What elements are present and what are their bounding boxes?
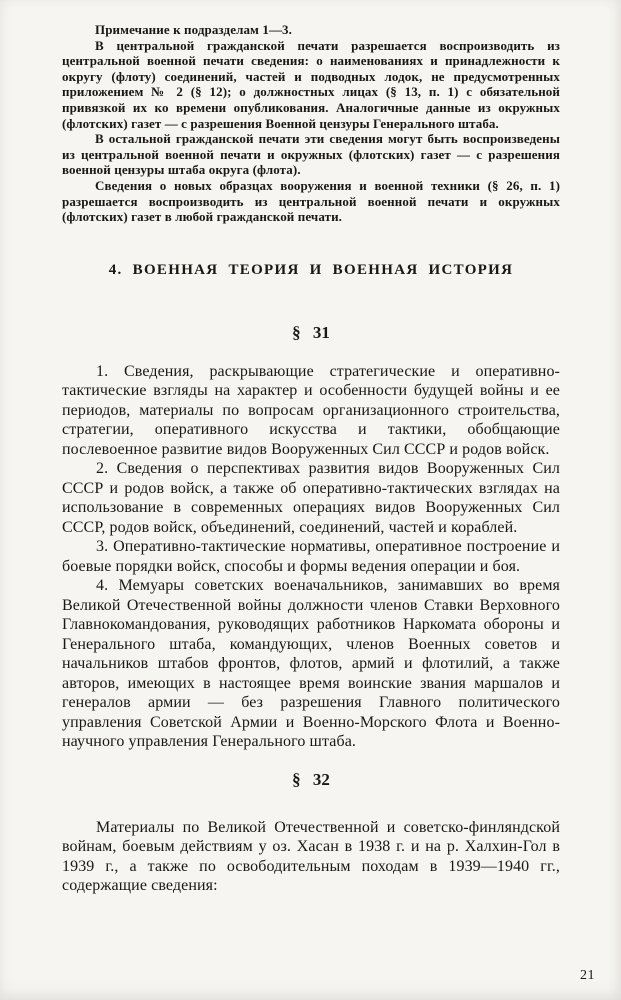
section-32-paragraph: Материалы по Великой Отечественной и советско-финляндской войнам, боевым действиям у оз. Хасан в 1938 г. и на р. Халхин-Гол в 1939 г., а также по освободительным походам в 1939—1940 гг., содержащие сведения: xyxy=(62,818,560,895)
section-31-body xyxy=(62,362,560,752)
note-paragraph: В центральной гражданской печати разрешается воспроизводить из центральной военной печати сведения: о наименованиях и принадлежности к округу (флоту) соединений, частей и подводных лодок, не предусмотренных приложением № 2 (§ 12); о должностных лицах (§ 13, п. 1) с обязательной привязкой их ко времени опубликования. Аналогичные данные из окружных (флотских) газет — с разрешения Военной цензуры Генерального штаба. xyxy=(62,37,560,131)
section-31-item: 1. Сведения, раскрывающие стратегические и оперативно-тактические взгляды на характер и особенности будущей войны и ее периодов, материалы по вопросам организационного строительства, стратегии, оперативного искусства и тактики, обобщающие послевоенное развитие видов Вооруженных Сил СССР и родов войск. xyxy=(62,362,560,458)
page-number: 21 xyxy=(580,968,595,983)
note-paragraph: Сведения о новых образцах вооружения и военной техники (§ 26, п. 1) разрешается воспроизводить из центральной военной печати и окружных (флотских) газет в любой гражданской печати. xyxy=(62,177,560,225)
section-31-item: 2. Сведения о перспективах развития видов Вооруженных Сил СССР и родов войск, а также об оперативно-тактических взглядах на использование в современных операциях видов Вооруженных Сил СССР, родов войск, объединений, соединений, частей и кораблей. xyxy=(62,460,560,536)
note-paragraph: В остальной гражданской печати эти сведения могут быть воспроизведены из центральной военной печати и окружных (флотских) газет — с разрешения военной цензуры штаба округа (флота). xyxy=(62,131,560,178)
section-31-item: 3. Оперативно-тактические нормативы, оперативное построение и боевые порядки войск, способы и формы ведения операции и боя. xyxy=(62,538,560,575)
chapter-heading: 4. ВОЕННАЯ ТЕОРИЯ И ВОЕННАЯ ИСТОРИЯ xyxy=(108,261,514,278)
section-32-body xyxy=(62,818,560,896)
note-block xyxy=(62,22,560,225)
section-32-label: § 32 xyxy=(292,769,330,789)
section-31-item: 4. Мемуары советских военачальников, занимавших во время Великой Отечественной войны должности членов Ставки Верховного Главнокомандования, руководящих работников Наркомата обороны и Генерального штаба, командующих, членов Военных советов и начальников штабов фронтов, флотов, армий и флотилий, а также авторов, имеющих в настоящее время воинские звания маршалов и генералов армии — без разрешения Главного политического управления Советской Армии и Военно-Морского Флота и Военно-научного управления Генерального штаба. xyxy=(62,577,560,751)
section-31-label: § 31 xyxy=(292,322,330,342)
note-title: Примечание к подразделам 1—3. xyxy=(95,22,293,37)
